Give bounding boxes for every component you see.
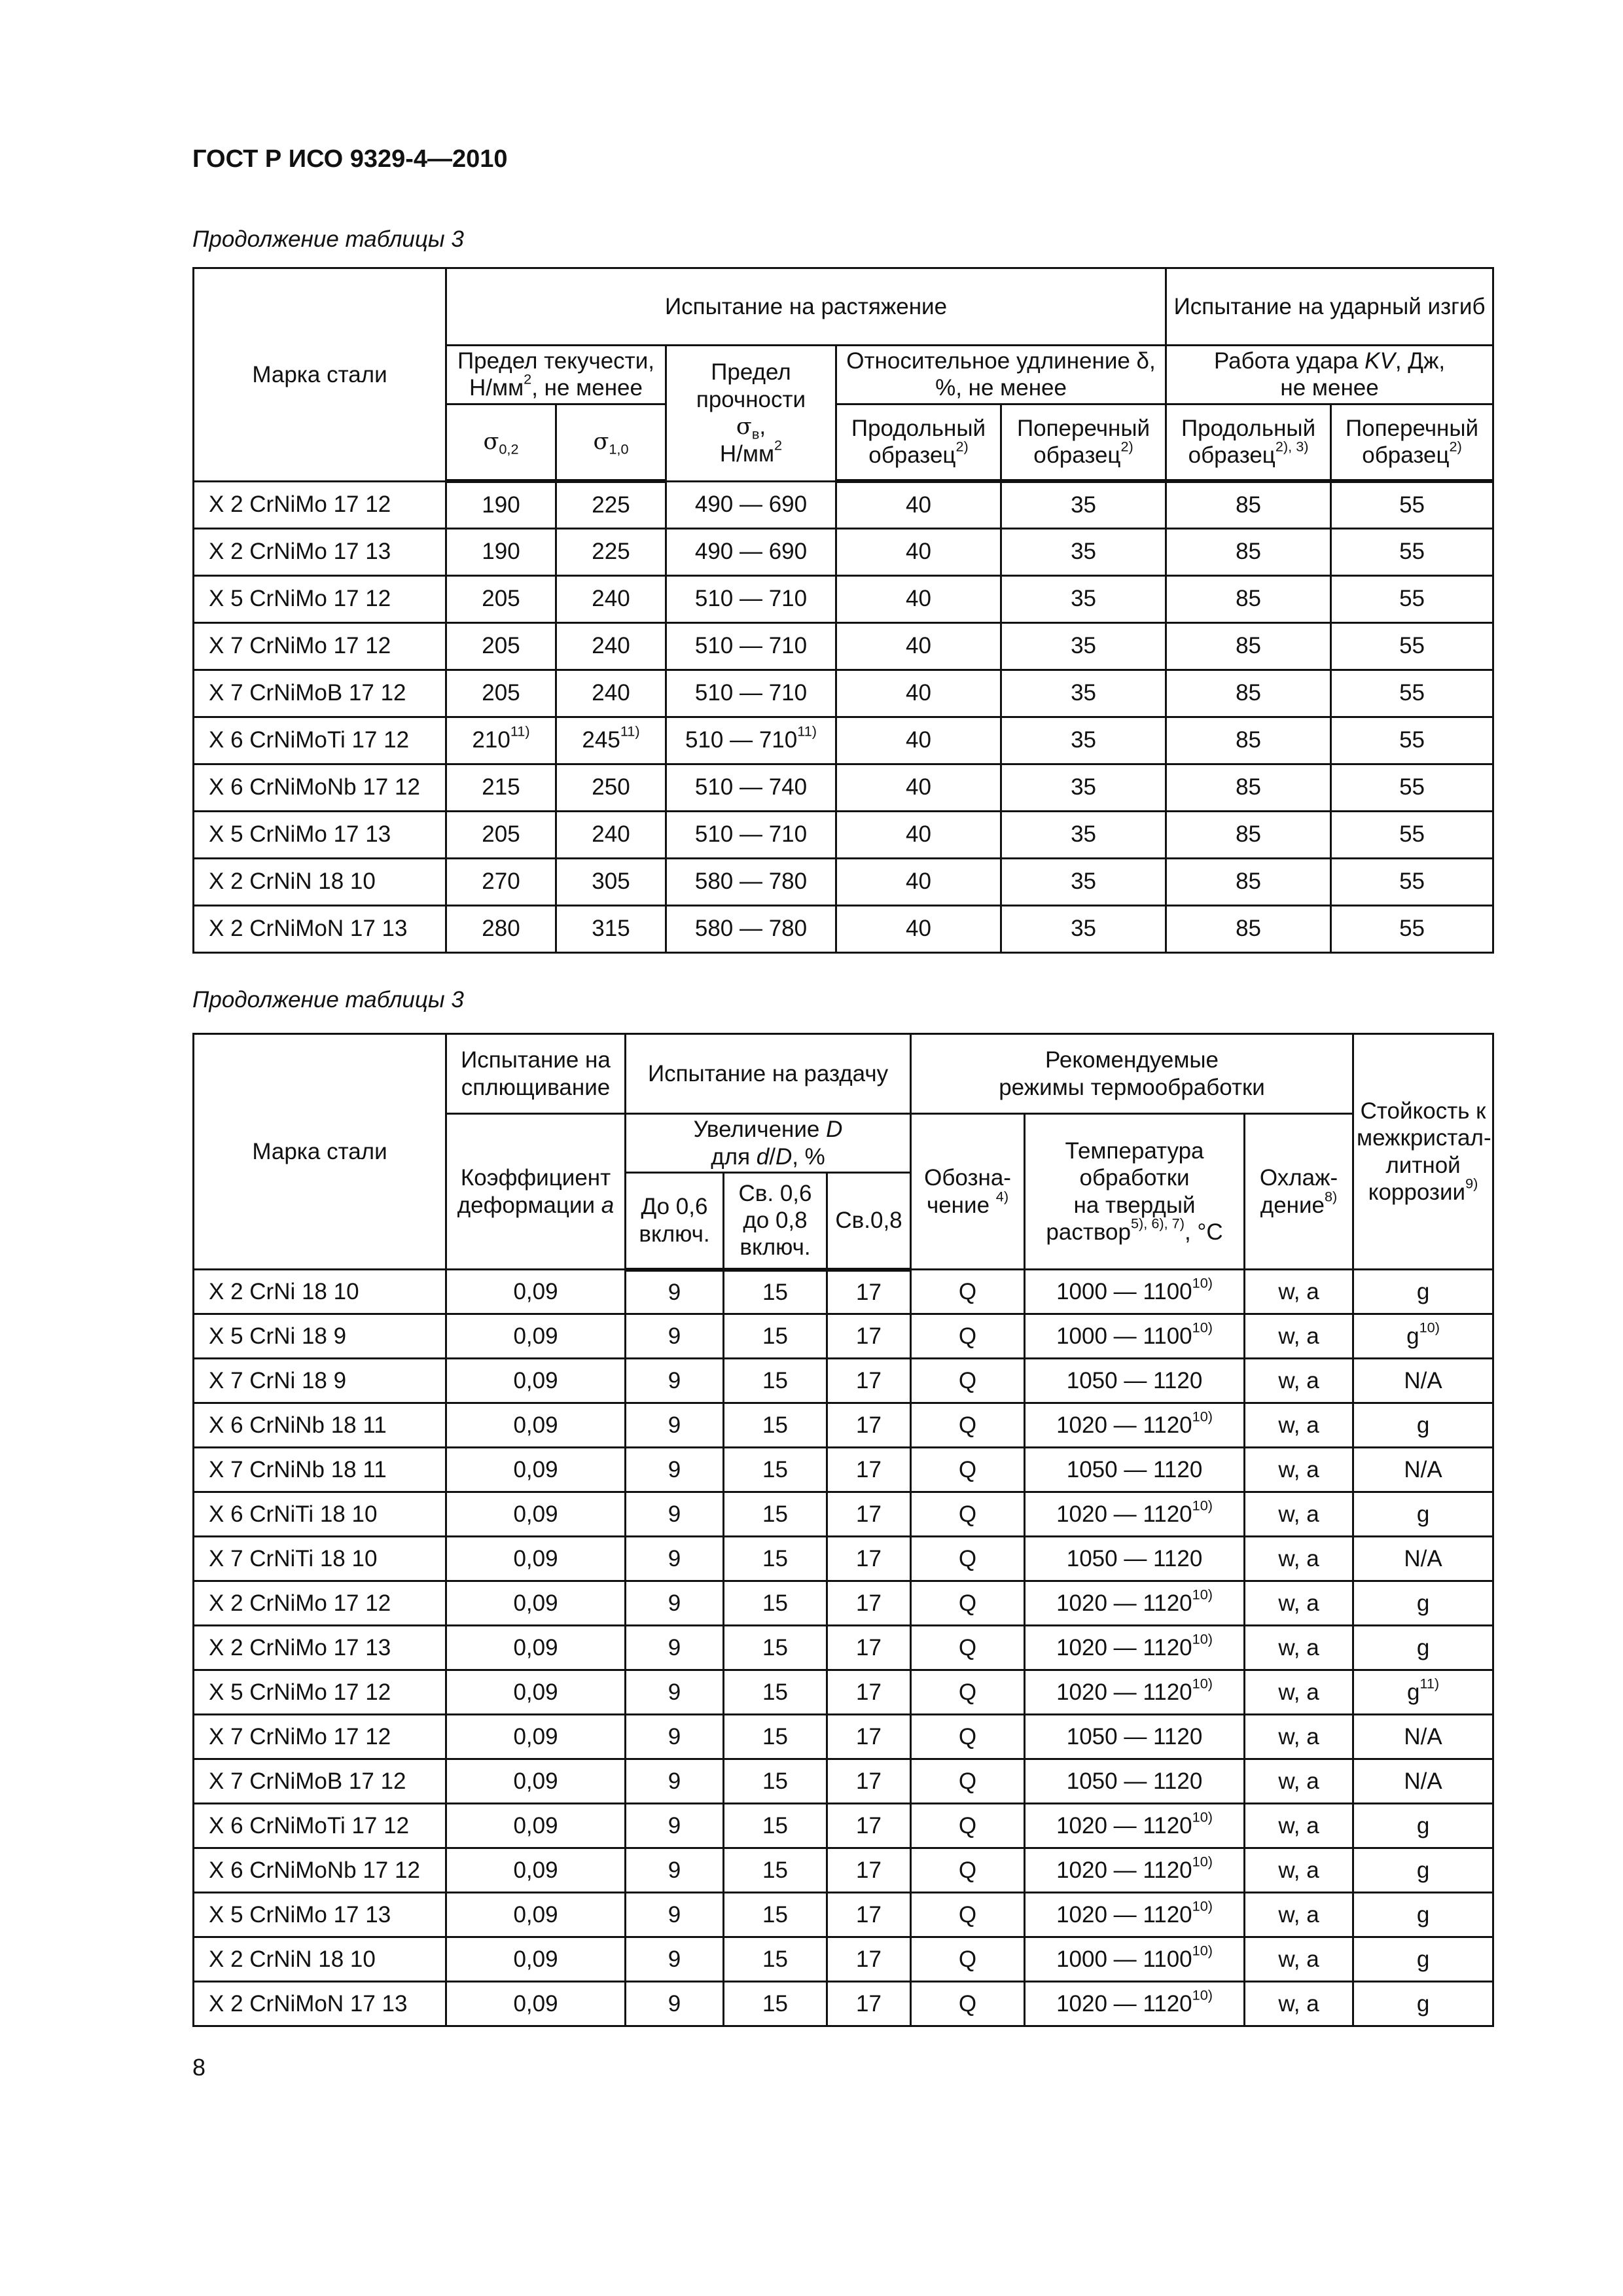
cell-ratio-over-08: 17 <box>827 1804 911 1848</box>
cell-yield-10: 240 <box>556 811 666 858</box>
cell-deformation-coef: 0,09 <box>446 1759 626 1804</box>
cell-ratio-over-08: 17 <box>827 1270 911 1314</box>
cell-grade: X 2 CrNiMoN 17 13 <box>194 1982 446 2026</box>
table-row <box>194 1359 1493 1403</box>
col-header-impact-trans: Поперечный образец$^{2)}$ <box>1331 404 1493 481</box>
cell-cooling: w, a <box>1245 1448 1353 1492</box>
cell-impact-long: 85 <box>1166 717 1331 764</box>
cell-grade: X 6 CrNiMoTi 17 12 <box>194 717 446 764</box>
cell-impact-long: 85 <box>1166 905 1331 952</box>
cell-intercrystalline: N/A <box>1353 1715 1493 1759</box>
cell-solution-temp: 1020 — 1120$^{10)}$ <box>1025 1403 1245 1448</box>
cell-designation: Q <box>911 1937 1025 1982</box>
col-header-designation: Обозна- чение $^{4)}$ <box>911 1114 1025 1270</box>
cell-ratio-06-08: 15 <box>724 1314 827 1359</box>
col-header-impact: Испытание на ударный изгиб <box>1166 268 1493 346</box>
cell-cooling: w, a <box>1245 1670 1353 1715</box>
table-row <box>194 575 1493 622</box>
cell-ratio-over-08: 17 <box>827 1581 911 1626</box>
cell-cooling: w, a <box>1245 1759 1353 1804</box>
cell-grade: X 7 CrNiMoB 17 12 <box>194 670 446 717</box>
col-header-expansion: Испытание на раздачу <box>626 1034 911 1114</box>
cell-impact-trans: 55 <box>1331 717 1493 764</box>
table-row <box>194 717 1493 764</box>
cell-ratio-over-08: 17 <box>827 1893 911 1937</box>
tensile-impact-table <box>192 267 1494 954</box>
cell-impact-trans: 55 <box>1331 575 1493 622</box>
cell-designation: Q <box>911 1715 1025 1759</box>
cell-ratio-over-08: 17 <box>827 1403 911 1448</box>
cell-yield-10: 250 <box>556 764 666 811</box>
cell-ratio-06-08: 15 <box>724 1270 827 1314</box>
cell-solution-temp: 1050 — 1120 <box>1025 1448 1245 1492</box>
cell-impact-trans: 55 <box>1331 670 1493 717</box>
cell-deformation-coef: 0,09 <box>446 1537 626 1581</box>
cell-yield-02: 205 <box>446 811 556 858</box>
table-row <box>194 1403 1493 1448</box>
cell-deformation-coef: 0,09 <box>446 1448 626 1492</box>
cell-yield-02: 190 <box>446 528 556 575</box>
cell-intercrystalline: N/A <box>1353 1359 1493 1403</box>
cell-yield-02: 205 <box>446 575 556 622</box>
table-row <box>194 1670 1493 1715</box>
cell-deformation-coef: 0,09 <box>446 1270 626 1314</box>
cell-impact-long: 85 <box>1166 575 1331 622</box>
cell-designation: Q <box>911 1670 1025 1715</box>
cell-grade: X 2 CrNi 18 10 <box>194 1270 446 1314</box>
cell-elong-long: 40 <box>836 905 1001 952</box>
cell-impact-trans: 55 <box>1331 764 1493 811</box>
cell-elong-long: 40 <box>836 528 1001 575</box>
table-row <box>194 905 1493 952</box>
cell-impact-long: 85 <box>1166 858 1331 905</box>
cell-elong-trans: 35 <box>1001 764 1166 811</box>
cell-impact-long: 85 <box>1166 622 1331 670</box>
cell-ratio-upto-06: 9 <box>626 1804 724 1848</box>
cell-grade: X 6 CrNiMoNb 17 12 <box>194 1848 446 1893</box>
flatten-expand-heat-table <box>192 1033 1494 2027</box>
col-header-heat-treatment: Рекомендуемые режимы термообработки <box>911 1034 1353 1114</box>
cell-ratio-upto-06: 9 <box>626 1403 724 1448</box>
cell-yield-02: 215 <box>446 764 556 811</box>
table-row <box>194 811 1493 858</box>
cell-intercrystalline: g <box>1353 1982 1493 2026</box>
cell-ultimate: 510 — 710 <box>666 811 836 858</box>
cell-grade: X 5 CrNiMo 17 12 <box>194 1670 446 1715</box>
cell-cooling: w, a <box>1245 1982 1353 2026</box>
cell-grade: X 6 CrNiTi 18 10 <box>194 1492 446 1537</box>
cell-ratio-upto-06: 9 <box>626 1715 724 1759</box>
cell-yield-02: 270 <box>446 858 556 905</box>
cell-ratio-upto-06: 9 <box>626 1537 724 1581</box>
cell-ratio-06-08: 15 <box>724 1848 827 1893</box>
col-header-impact-long: Продольный образец$^{2), 3)}$ <box>1166 404 1331 481</box>
table-row <box>194 1937 1493 1982</box>
table-row <box>194 764 1493 811</box>
col-header-flattening: Испытание на сплющивание <box>446 1034 626 1114</box>
cell-cooling: w, a <box>1245 1492 1353 1537</box>
cell-grade: X 5 CrNi 18 9 <box>194 1314 446 1359</box>
cell-ratio-upto-06: 9 <box>626 1848 724 1893</box>
cell-cooling: w, a <box>1245 1581 1353 1626</box>
cell-grade: X 5 CrNiMo 17 13 <box>194 811 446 858</box>
cell-elong-long: 40 <box>836 575 1001 622</box>
col-header-sigma-10: $\sigma_{1,0}$ <box>556 404 666 481</box>
cell-elong-long: 40 <box>836 481 1001 528</box>
table-row <box>194 1314 1493 1359</box>
cell-designation: Q <box>911 1359 1025 1403</box>
col-header-elongation: Относительное удлинение δ, %, не менее <box>836 346 1166 404</box>
table-row <box>194 1804 1493 1848</box>
cell-elong-long: 40 <box>836 717 1001 764</box>
cell-ratio-06-08: 15 <box>724 1804 827 1848</box>
cell-ratio-over-08: 17 <box>827 1626 911 1670</box>
cell-elong-trans: 35 <box>1001 858 1166 905</box>
cell-designation: Q <box>911 1448 1025 1492</box>
cell-deformation-coef: 0,09 <box>446 1893 626 1937</box>
cell-intercrystalline: g <box>1353 1937 1493 1982</box>
table-row <box>194 670 1493 717</box>
cell-ratio-upto-06: 9 <box>626 1448 724 1492</box>
cell-impact-long: 85 <box>1166 481 1331 528</box>
cell-elong-trans: 35 <box>1001 575 1166 622</box>
cell-solution-temp: 1050 — 1120 <box>1025 1759 1245 1804</box>
cell-cooling: w, a <box>1245 1537 1353 1581</box>
cell-deformation-coef: 0,09 <box>446 1937 626 1982</box>
cell-ratio-over-08: 17 <box>827 1359 911 1403</box>
cell-grade: X 7 CrNiNb 18 11 <box>194 1448 446 1492</box>
cell-solution-temp: 1020 — 1120$^{10)}$ <box>1025 1670 1245 1715</box>
table-row <box>194 1893 1493 1937</box>
cell-ratio-over-08: 17 <box>827 1715 911 1759</box>
col-header-sigma-02: $\sigma_{0,2}$ <box>446 404 556 481</box>
cell-grade: X 7 CrNi 18 9 <box>194 1359 446 1403</box>
cell-ratio-over-08: 17 <box>827 1537 911 1581</box>
cell-grade: X 2 CrNiMo 17 12 <box>194 1581 446 1626</box>
cell-elong-long: 40 <box>836 858 1001 905</box>
cell-grade: X 6 CrNiNb 18 11 <box>194 1403 446 1448</box>
cell-impact-long: 85 <box>1166 764 1331 811</box>
cell-ratio-06-08: 15 <box>724 1982 827 2026</box>
cell-ratio-06-08: 15 <box>724 1537 827 1581</box>
cell-ratio-06-08: 15 <box>724 1359 827 1403</box>
table-row <box>194 1848 1493 1893</box>
cell-ratio-06-08: 15 <box>724 1670 827 1715</box>
cell-intercrystalline: g <box>1353 1848 1493 1893</box>
col-header-ratio-upto-06: До 0,6 включ. <box>626 1173 724 1270</box>
cell-yield-02: 205 <box>446 670 556 717</box>
cell-cooling: w, a <box>1245 1893 1353 1937</box>
cell-elong-long: 40 <box>836 670 1001 717</box>
cell-deformation-coef: 0,09 <box>446 1403 626 1448</box>
cell-yield-10: 240 <box>556 670 666 717</box>
cell-deformation-coef: 0,09 <box>446 1982 626 2026</box>
cell-deformation-coef: 0,09 <box>446 1492 626 1537</box>
cell-intercrystalline: g <box>1353 1893 1493 1937</box>
cell-impact-long: 85 <box>1166 528 1331 575</box>
table-row <box>194 1270 1493 1314</box>
table-row <box>194 622 1493 670</box>
cell-impact-trans: 55 <box>1331 481 1493 528</box>
cell-yield-10: 245$^{11)}$ <box>556 717 666 764</box>
cell-elong-trans: 35 <box>1001 622 1166 670</box>
cell-grade: X 7 CrNiMoB 17 12 <box>194 1759 446 1804</box>
cell-grade: X 7 CrNiTi 18 10 <box>194 1537 446 1581</box>
cell-intercrystalline: g <box>1353 1581 1493 1626</box>
cell-ratio-06-08: 15 <box>724 1581 827 1626</box>
cell-deformation-coef: 0,09 <box>446 1670 626 1715</box>
cell-cooling: w, a <box>1245 1937 1353 1982</box>
cell-intercrystalline: g <box>1353 1804 1493 1848</box>
cell-intercrystalline: g <box>1353 1270 1493 1314</box>
cell-deformation-coef: 0,09 <box>446 1359 626 1403</box>
cell-yield-02: 205 <box>446 622 556 670</box>
cell-cooling: w, a <box>1245 1848 1353 1893</box>
cell-grade: X 6 CrNiMoTi 17 12 <box>194 1804 446 1848</box>
table-row <box>194 1982 1493 2026</box>
cell-yield-10: 315 <box>556 905 666 952</box>
cell-deformation-coef: 0,09 <box>446 1848 626 1893</box>
cell-ratio-06-08: 15 <box>724 1759 827 1804</box>
cell-intercrystalline: g <box>1353 1403 1493 1448</box>
cell-impact-long: 85 <box>1166 670 1331 717</box>
cell-ratio-upto-06: 9 <box>626 1359 724 1403</box>
cell-ratio-06-08: 15 <box>724 1403 827 1448</box>
cell-yield-10: 225 <box>556 528 666 575</box>
table-row <box>194 1537 1493 1581</box>
col-header-intercrystalline: Стойкость к межкристал- литной коррозии$^{9)}$ <box>1353 1034 1493 1270</box>
cell-elong-trans: 35 <box>1001 481 1166 528</box>
cell-grade: X 2 CrNiN 18 10 <box>194 858 446 905</box>
cell-elong-long: 40 <box>836 764 1001 811</box>
cell-grade: X 6 CrNiMoNb 17 12 <box>194 764 446 811</box>
cell-intercrystalline: N/A <box>1353 1537 1493 1581</box>
cell-grade: X 5 CrNiMo 17 13 <box>194 1893 446 1937</box>
cell-solution-temp: 1020 — 1120$^{10)}$ <box>1025 1982 1245 2026</box>
cell-cooling: w, a <box>1245 1626 1353 1670</box>
cell-intercrystalline: g <box>1353 1492 1493 1537</box>
cell-ratio-06-08: 15 <box>724 1626 827 1670</box>
table1-caption: Продолжение таблицы 3 <box>192 226 464 252</box>
cell-designation: Q <box>911 1492 1025 1537</box>
cell-grade: X 2 CrNiMo 17 13 <box>194 1626 446 1670</box>
cell-ultimate: 580 — 780 <box>666 858 836 905</box>
cell-solution-temp: 1020 — 1120$^{10)}$ <box>1025 1893 1245 1937</box>
cell-ultimate: 510 — 710 <box>666 622 836 670</box>
cell-ratio-upto-06: 9 <box>626 1670 724 1715</box>
cell-solution-temp: 1020 — 1120$^{10)}$ <box>1025 1581 1245 1626</box>
cell-ratio-upto-06: 9 <box>626 1270 724 1314</box>
cell-intercrystalline: N/A <box>1353 1759 1493 1804</box>
cell-designation: Q <box>911 1848 1025 1893</box>
cell-ratio-06-08: 15 <box>724 1715 827 1759</box>
cell-ratio-over-08: 17 <box>827 1448 911 1492</box>
col-header-deformation-coef: Коэффициент деформации a <box>446 1114 626 1270</box>
table-row <box>194 858 1493 905</box>
cell-intercrystalline: $g^{10)}$ <box>1353 1314 1493 1359</box>
cell-impact-trans: 55 <box>1331 811 1493 858</box>
cell-impact-trans: 55 <box>1331 858 1493 905</box>
cell-cooling: w, a <box>1245 1715 1353 1759</box>
cell-solution-temp: 1000 — 1100$^{10)}$ <box>1025 1270 1245 1314</box>
cell-deformation-coef: 0,09 <box>446 1314 626 1359</box>
cell-ratio-upto-06: 9 <box>626 1937 724 1982</box>
cell-intercrystalline: N/A <box>1353 1448 1493 1492</box>
cell-ratio-over-08: 17 <box>827 1314 911 1359</box>
cell-ratio-upto-06: 9 <box>626 1492 724 1537</box>
col-header-solution-temp: Температура обработки на твердый раствор$^{5), 6), 7)}$, °C <box>1025 1114 1245 1270</box>
cell-ratio-upto-06: 9 <box>626 1759 724 1804</box>
cell-grade: X 2 CrNiMoN 17 13 <box>194 905 446 952</box>
cell-ultimate: 490 — 690 <box>666 481 836 528</box>
cell-yield-10: 225 <box>556 481 666 528</box>
col-header-yield: Предел текучести, $Н/мм^2$, не менее <box>446 346 666 404</box>
cell-impact-long: 85 <box>1166 811 1331 858</box>
cell-ratio-06-08: 15 <box>724 1492 827 1537</box>
col-header-impact-energy: Работа удара KV, Дж, не менее <box>1166 346 1493 404</box>
cell-cooling: w, a <box>1245 1270 1353 1314</box>
document-title: ГОСТ Р ИСО 9329-4—2010 <box>192 145 508 173</box>
cell-yield-02: 210$^{11)}$ <box>446 717 556 764</box>
cell-intercrystalline: $g^{11)}$ <box>1353 1670 1493 1715</box>
cell-ratio-over-08: 17 <box>827 1759 911 1804</box>
cell-solution-temp: 1050 — 1120 <box>1025 1537 1245 1581</box>
cell-cooling: w, a <box>1245 1804 1353 1848</box>
table2-body <box>194 1270 1493 2026</box>
cell-grade: X 7 CrNiMo 17 12 <box>194 622 446 670</box>
cell-ratio-06-08: 15 <box>724 1448 827 1492</box>
table-row <box>194 481 1493 528</box>
cell-designation: Q <box>911 1626 1025 1670</box>
cell-solution-temp: 1000 — 1100$^{10)}$ <box>1025 1314 1245 1359</box>
cell-elong-trans: 35 <box>1001 670 1166 717</box>
cell-ultimate: 510 — 710 <box>666 575 836 622</box>
col-header-increase: Увеличение D для d/D, % <box>626 1114 911 1173</box>
cell-designation: Q <box>911 1403 1025 1448</box>
cell-elong-trans: 35 <box>1001 905 1166 952</box>
cell-solution-temp: 1020 — 1120$^{10)}$ <box>1025 1492 1245 1537</box>
cell-designation: Q <box>911 1314 1025 1359</box>
cell-grade: X 2 CrNiMo 17 13 <box>194 528 446 575</box>
cell-ratio-upto-06: 9 <box>626 1893 724 1937</box>
cell-grade: X 7 CrNiMo 17 12 <box>194 1715 446 1759</box>
col-header-ultimate: Предел прочности $\sigma_в$, $Н/мм^2$ <box>666 346 836 482</box>
col-header-ratio-over-08: Св.0,8 <box>827 1173 911 1270</box>
cell-ultimate: 510 — 710$^{11)}$ <box>666 717 836 764</box>
cell-elong-trans: 35 <box>1001 528 1166 575</box>
cell-ratio-over-08: 17 <box>827 1937 911 1982</box>
cell-yield-10: 305 <box>556 858 666 905</box>
cell-ratio-over-08: 17 <box>827 1670 911 1715</box>
cell-elong-long: 40 <box>836 622 1001 670</box>
cell-solution-temp: 1000 — 1100$^{10)}$ <box>1025 1937 1245 1982</box>
cell-designation: Q <box>911 1982 1025 2026</box>
cell-ratio-upto-06: 9 <box>626 1581 724 1626</box>
cell-solution-temp: 1050 — 1120 <box>1025 1359 1245 1403</box>
table-row <box>194 1448 1493 1492</box>
col-header-elong-trans: Поперечный образец$^{2)}$ <box>1001 404 1166 481</box>
cell-deformation-coef: 0,09 <box>446 1715 626 1759</box>
table-row <box>194 1626 1493 1670</box>
col-header-ratio-06-08: Св. 0,6 до 0,8 включ. <box>724 1173 827 1270</box>
cell-cooling: w, a <box>1245 1359 1353 1403</box>
cell-designation: Q <box>911 1537 1025 1581</box>
col-header-cooling: Охлаж- дение$^{8)}$ <box>1245 1114 1353 1270</box>
cell-ultimate: 510 — 710 <box>666 670 836 717</box>
cell-ratio-upto-06: 9 <box>626 1626 724 1670</box>
cell-ratio-06-08: 15 <box>724 1937 827 1982</box>
table-row <box>194 1581 1493 1626</box>
table-row <box>194 1715 1493 1759</box>
table2-caption: Продолжение таблицы 3 <box>192 987 464 1013</box>
cell-solution-temp: 1020 — 1120$^{10)}$ <box>1025 1848 1245 1893</box>
cell-yield-10: 240 <box>556 622 666 670</box>
cell-deformation-coef: 0,09 <box>446 1581 626 1626</box>
cell-ratio-upto-06: 9 <box>626 1982 724 2026</box>
cell-designation: Q <box>911 1581 1025 1626</box>
cell-yield-10: 240 <box>556 575 666 622</box>
cell-elong-trans: 35 <box>1001 811 1166 858</box>
cell-solution-temp: 1050 — 1120 <box>1025 1715 1245 1759</box>
cell-solution-temp: 1020 — 1120$^{10)}$ <box>1025 1804 1245 1848</box>
cell-impact-trans: 55 <box>1331 528 1493 575</box>
cell-ratio-06-08: 15 <box>724 1893 827 1937</box>
cell-deformation-coef: 0,09 <box>446 1804 626 1848</box>
cell-ratio-upto-06: 9 <box>626 1314 724 1359</box>
cell-ultimate: 510 — 740 <box>666 764 836 811</box>
cell-grade: X 2 CrNiN 18 10 <box>194 1937 446 1982</box>
table1-body <box>194 481 1493 952</box>
cell-cooling: w, a <box>1245 1314 1353 1359</box>
cell-grade: X 5 CrNiMo 17 12 <box>194 575 446 622</box>
col-header-tensile: Испытание на растяжение <box>446 268 1166 346</box>
cell-grade: X 2 CrNiMo 17 12 <box>194 481 446 528</box>
cell-deformation-coef: 0,09 <box>446 1626 626 1670</box>
table-row <box>194 528 1493 575</box>
cell-designation: Q <box>911 1270 1025 1314</box>
cell-designation: Q <box>911 1804 1025 1848</box>
cell-ratio-over-08: 17 <box>827 1848 911 1893</box>
cell-designation: Q <box>911 1759 1025 1804</box>
cell-cooling: w, a <box>1245 1403 1353 1448</box>
cell-elong-long: 40 <box>836 811 1001 858</box>
col-header-elong-long: Продольный образец$^{2)}$ <box>836 404 1001 481</box>
table-row <box>194 1492 1493 1537</box>
cell-designation: Q <box>911 1893 1025 1937</box>
table-row <box>194 1759 1493 1804</box>
col-header-grade: Марка стали <box>194 268 446 482</box>
cell-ultimate: 490 — 690 <box>666 528 836 575</box>
page-number: 8 <box>192 2054 206 2081</box>
cell-solution-temp: 1020 — 1120$^{10)}$ <box>1025 1626 1245 1670</box>
cell-ratio-over-08: 17 <box>827 1492 911 1537</box>
cell-ratio-over-08: 17 <box>827 1982 911 2026</box>
cell-elong-trans: 35 <box>1001 717 1166 764</box>
cell-impact-trans: 55 <box>1331 905 1493 952</box>
cell-intercrystalline: g <box>1353 1626 1493 1670</box>
cell-ultimate: 580 — 780 <box>666 905 836 952</box>
cell-yield-02: 190 <box>446 481 556 528</box>
cell-yield-02: 280 <box>446 905 556 952</box>
col-header-grade: Марка стали <box>194 1034 446 1270</box>
cell-impact-trans: 55 <box>1331 622 1493 670</box>
